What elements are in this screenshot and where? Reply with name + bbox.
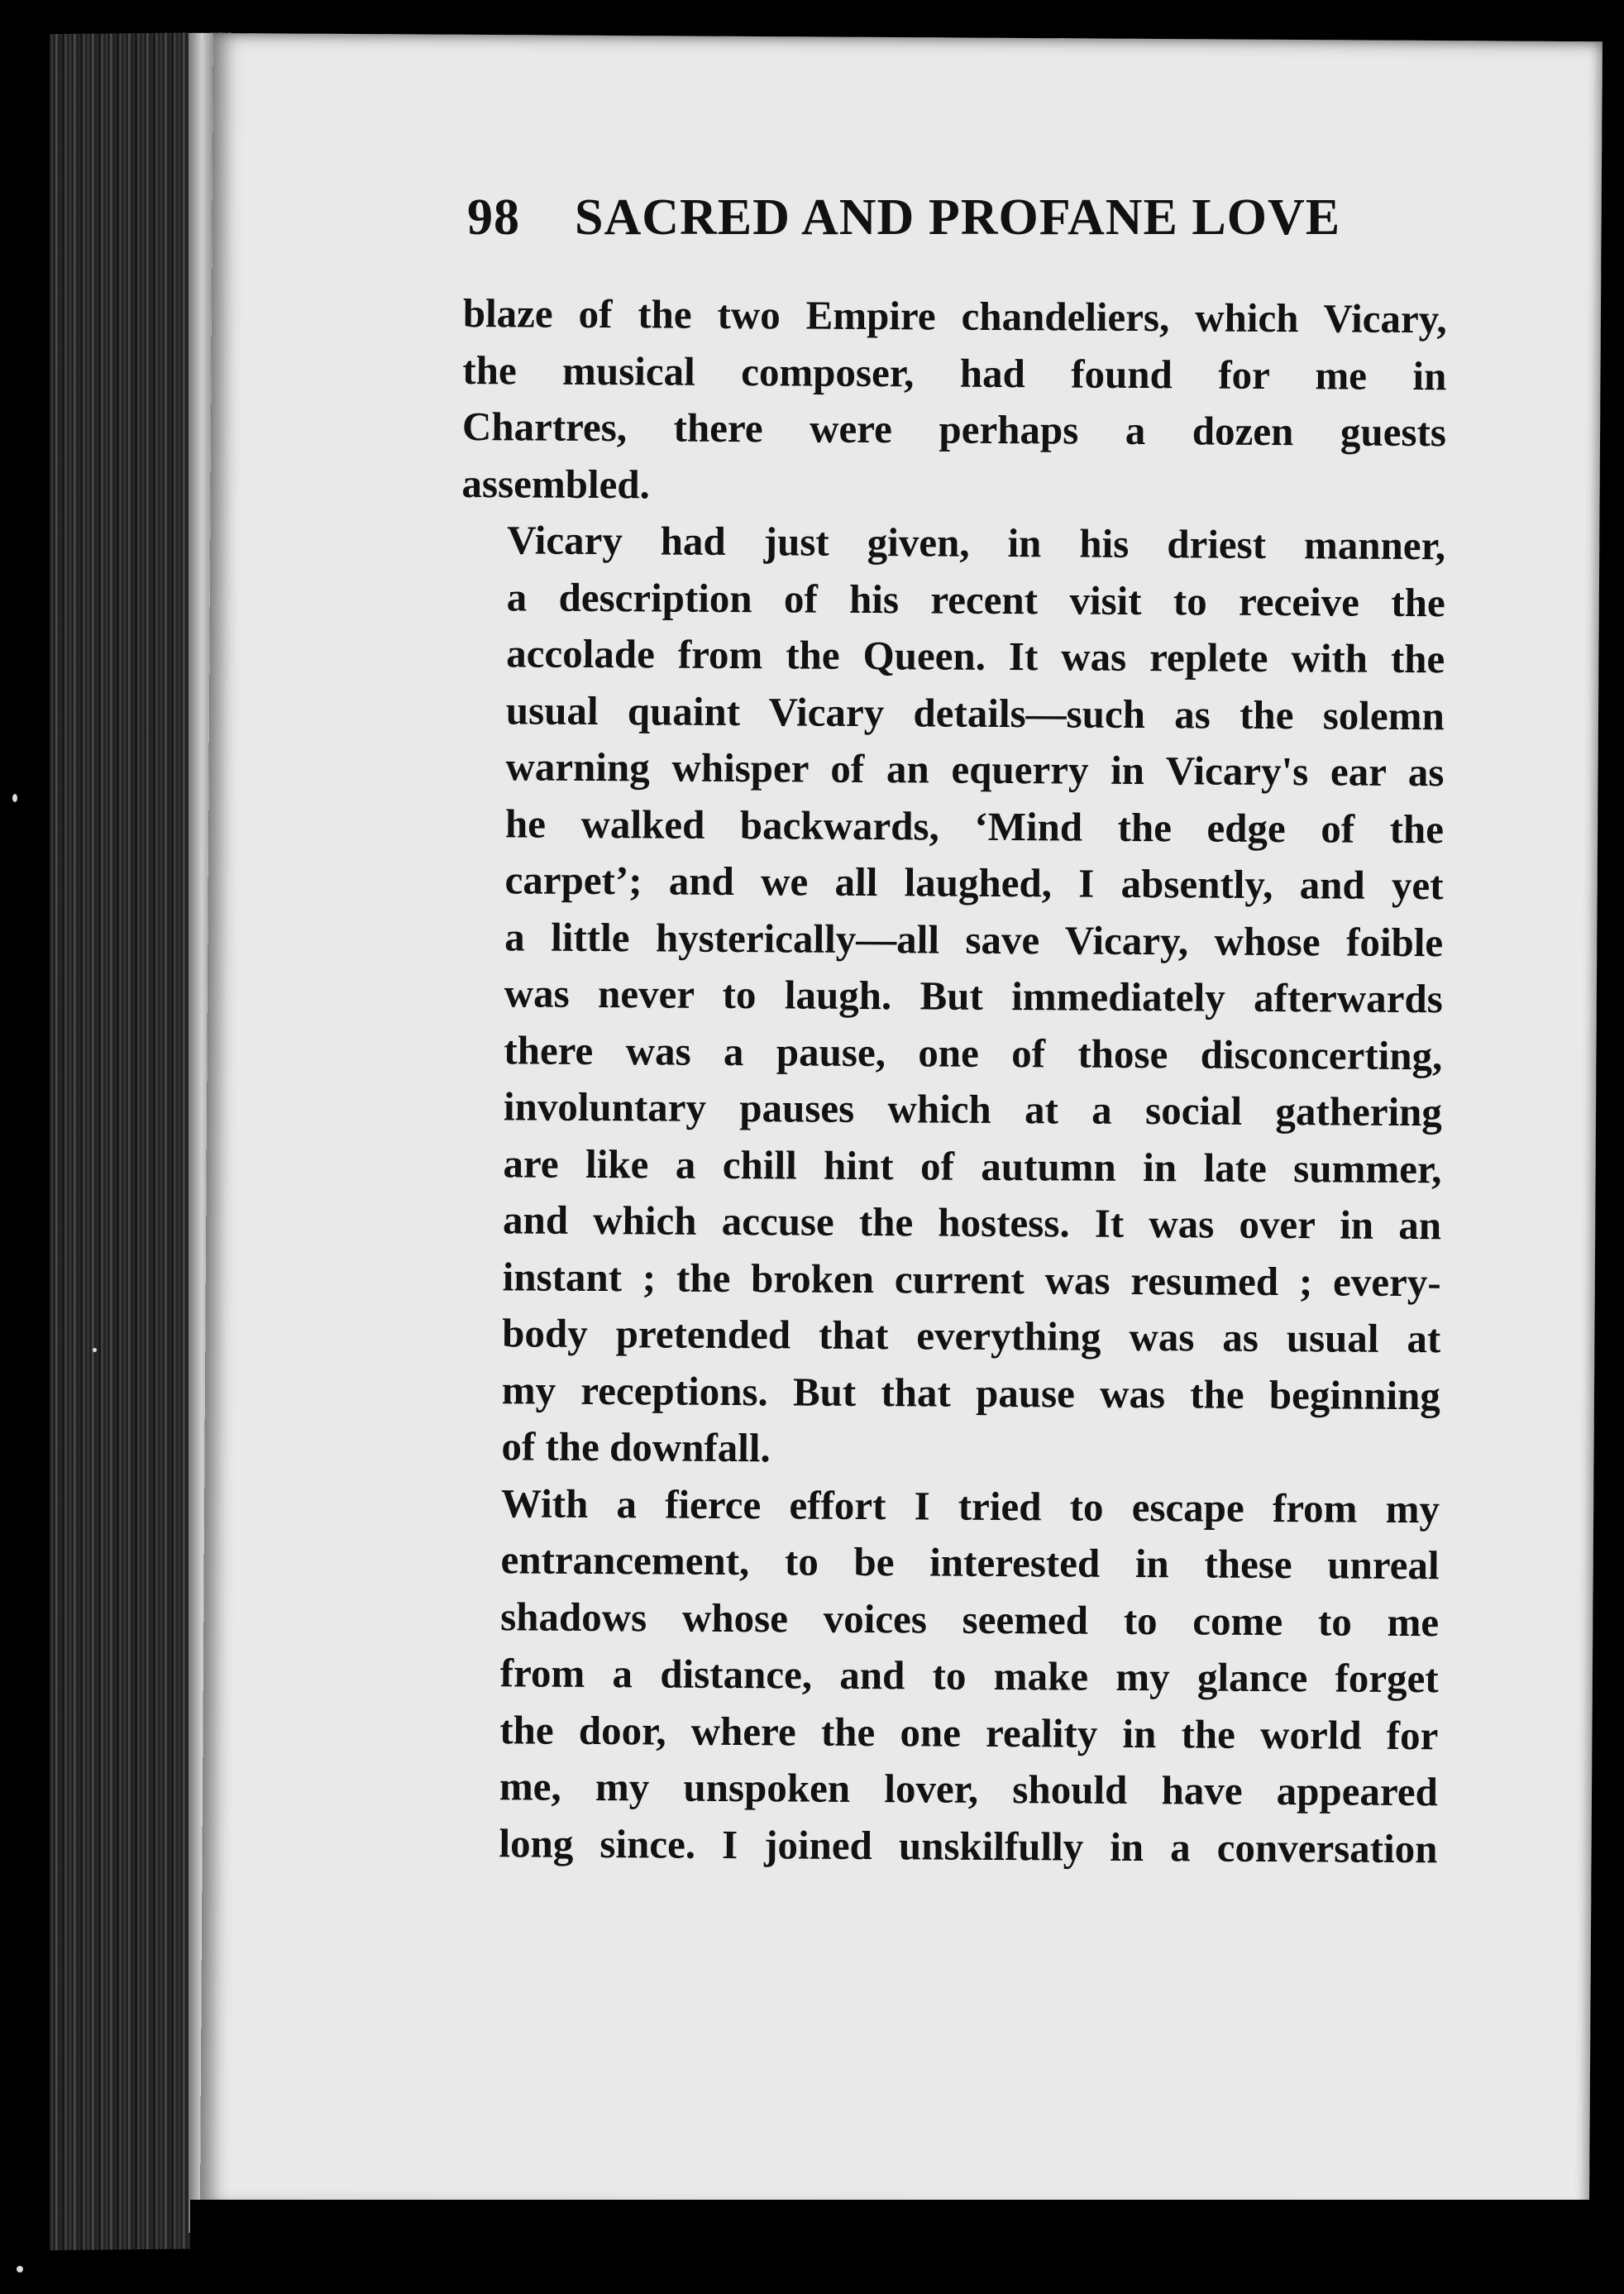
text-line: usual quaint Vicary details—such as the solemn xyxy=(505,686,1445,738)
book-title: SACRED AND PROFANE LOVE xyxy=(575,189,1341,246)
text-line: blaze of the two Empire chandeliers, which Vicary, xyxy=(462,289,1447,342)
text-line: of the downfall. xyxy=(501,1423,771,1471)
scan-speck xyxy=(93,1348,97,1352)
text-line: long since. I joined unskilfully in a conversation xyxy=(499,1819,1438,1871)
text-line: Chartres, there were perhaps a dozen guests xyxy=(461,403,1447,456)
text-line: a little hysterically—all save Vicary, whose foible xyxy=(504,913,1444,965)
running-head xyxy=(467,189,1352,247)
text-line: shadows whose voices seemed to come to me xyxy=(500,1593,1440,1645)
paragraph-3 xyxy=(453,1474,1440,1877)
text-line: instant ; the broken current was resumed ; every- xyxy=(502,1253,1441,1305)
text-line: accolade from the Queen. It was replete with the xyxy=(506,630,1445,682)
text-line: carpet’; and we all laughed, I absently, and yet xyxy=(504,857,1444,909)
paragraph-1 xyxy=(461,285,1447,518)
text-line: Vicary had just given, in his driest manner, xyxy=(506,517,1446,569)
scan-speck xyxy=(17,2266,23,2272)
text-line: are like a chill hint of autumn in late summer, xyxy=(503,1140,1442,1192)
page-bottom-shadow xyxy=(190,2200,1624,2294)
text-line: a description of his recent visit to receive the xyxy=(506,573,1445,625)
text-line: was never to laugh. But immediately afterwards xyxy=(504,970,1443,1022)
text-line: and which accuse the hostess. It was over in an xyxy=(502,1197,1442,1249)
paragraph-2 xyxy=(456,512,1445,1481)
text-line: the musical composer, had found for me in xyxy=(462,346,1447,399)
text-line: the door, where the one reality in the world for xyxy=(499,1706,1439,1758)
text-line: from a distance, and to make my glance forget xyxy=(499,1650,1439,1702)
text-line: warning whisper of an equerry in Vicary's ear as xyxy=(505,743,1445,796)
text-line: With a fierce effort I tried to escape from my xyxy=(500,1479,1440,1532)
body-text xyxy=(453,285,1447,1877)
text-line: he walked backwards, ‘Mind the edge of the xyxy=(504,800,1445,852)
text-line: assembled. xyxy=(461,460,651,507)
text-line: entrancement, to be interested in these unreal xyxy=(500,1537,1440,1589)
text-line: body pretended that everything was as usual at xyxy=(502,1310,1441,1362)
text-line: me, my unspoken lover, should have appeared xyxy=(499,1763,1439,1815)
text-line: involuntary pauses which at a social gathering xyxy=(503,1083,1443,1135)
page-number: 98 xyxy=(467,189,520,246)
text-line: there was a pause, one of those disconcerting, xyxy=(504,1026,1443,1078)
text-line: my receptions. But that pause was the beginning xyxy=(501,1366,1440,1418)
scan-speck xyxy=(12,794,17,802)
